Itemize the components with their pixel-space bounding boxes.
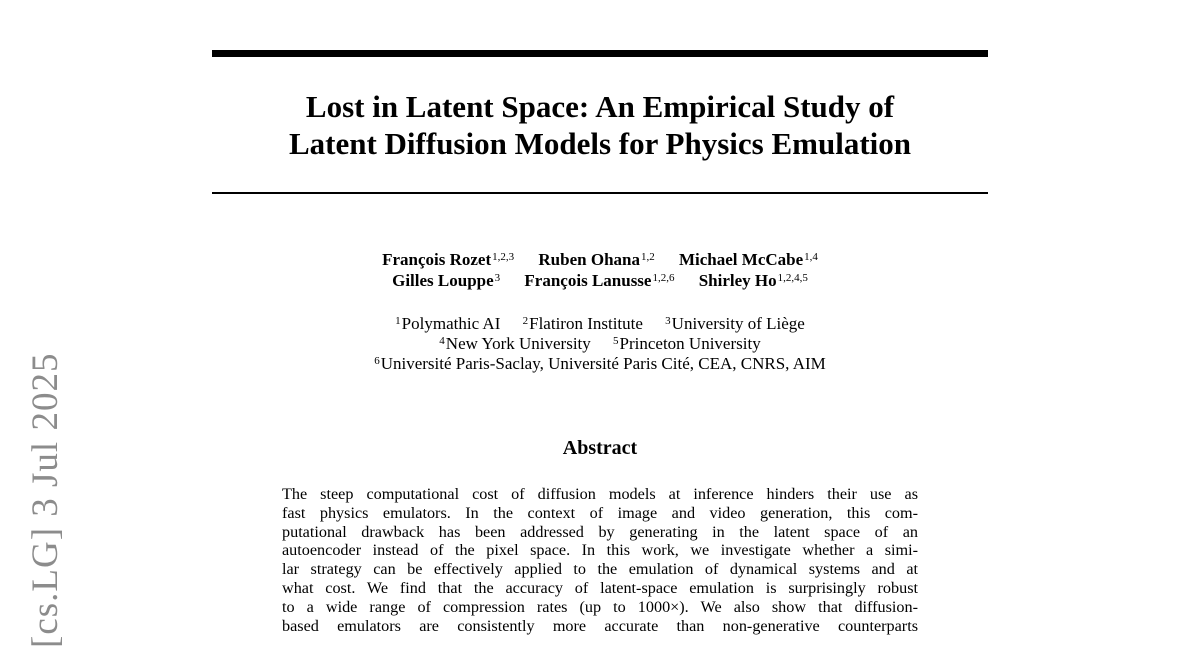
abstract-line: The steep computational cost of diffusion models at inference hinders their use as [282,485,918,503]
title-line: Lost in Latent Space: An Empirical Study of [305,89,895,124]
author-affil-marks: 1,2,3 [492,250,515,263]
abstract-line: to a wide range of compression rates (up to 1000×). We also show that diffusion- [282,597,918,616]
author-name: François Rozet [382,250,492,269]
affiliation-name: Université Paris-Saclay, Université Paris Cité, CEA, CNRS, AIM [380,354,826,373]
author [538,249,654,270]
affiliation-number: 4 [439,334,445,347]
author [524,270,674,291]
abstract-body [282,485,918,635]
title-line: Latent Diffusion Models for Physics Emulation [288,126,912,161]
author [679,249,818,270]
author-row [212,270,988,291]
abstract-heading: Abstract [562,437,638,459]
author [699,270,808,291]
author-affil-marks: 1,2,4,5 [777,271,808,284]
title-rule [212,192,988,194]
affiliation-name: University of Liège [671,314,805,333]
affiliation-number: 3 [665,314,671,327]
abstract-line: putational drawback has been addressed by generating in the latent space of an [282,522,918,541]
author-name: François Lanusse [524,271,652,290]
affiliation-block [212,314,988,374]
author [382,249,514,270]
affiliation [395,314,500,334]
abstract-line: based emulators are consistently more accurate than non-generative counterparts [282,616,918,635]
top-rule [212,50,988,57]
abstract-line: lar strategy can be effectively applied to the emulation of dynamical systems and at [282,560,918,579]
affiliation-row [212,314,988,334]
abstract-line: fast physics emulators. In the context of image and video generation, this com- [282,503,918,522]
affiliation-name: Polymathic AI [401,314,501,333]
affiliation-row [212,334,988,354]
author-name: Ruben Ohana [538,250,640,269]
affiliation [613,334,761,354]
paper-title [212,88,988,162]
affiliation-name: New York University [445,334,591,353]
affiliation [665,314,805,334]
affiliation-name: Flatiron Institute [529,314,643,333]
arxiv-side-stamp: [cs.LG] 3 Jul 2025 [25,352,66,648]
author-affil-marks: 1,2,6 [652,271,675,284]
affiliation-number: 5 [613,334,619,347]
affiliation-number: 2 [522,314,529,327]
abstract-line: autoencoder instead of the pixel space. In this work, we investigate whether a simi- [282,541,918,560]
affiliation-number: 6 [374,354,380,367]
author-name: Michael McCabe [678,250,804,269]
affiliation [439,334,590,354]
affiliation [523,314,643,334]
author-affil-marks: 1,4 [804,250,818,263]
affiliation-name: Princeton University [619,334,761,353]
author-affil-marks: 1,2 [640,250,655,263]
author-row [212,249,988,270]
affiliation-number: 1 [395,314,401,327]
author-block [212,249,988,291]
author-affil-marks: 3 [494,271,501,284]
author-name: Shirley Ho [698,271,777,290]
author [392,270,500,291]
affiliation-row [212,354,988,374]
author-name: Gilles Louppe [392,271,494,290]
abstract-line: what cost. We find that the accuracy of latent-space emulation is surprisingly robust [282,578,918,597]
affiliation [374,354,826,374]
